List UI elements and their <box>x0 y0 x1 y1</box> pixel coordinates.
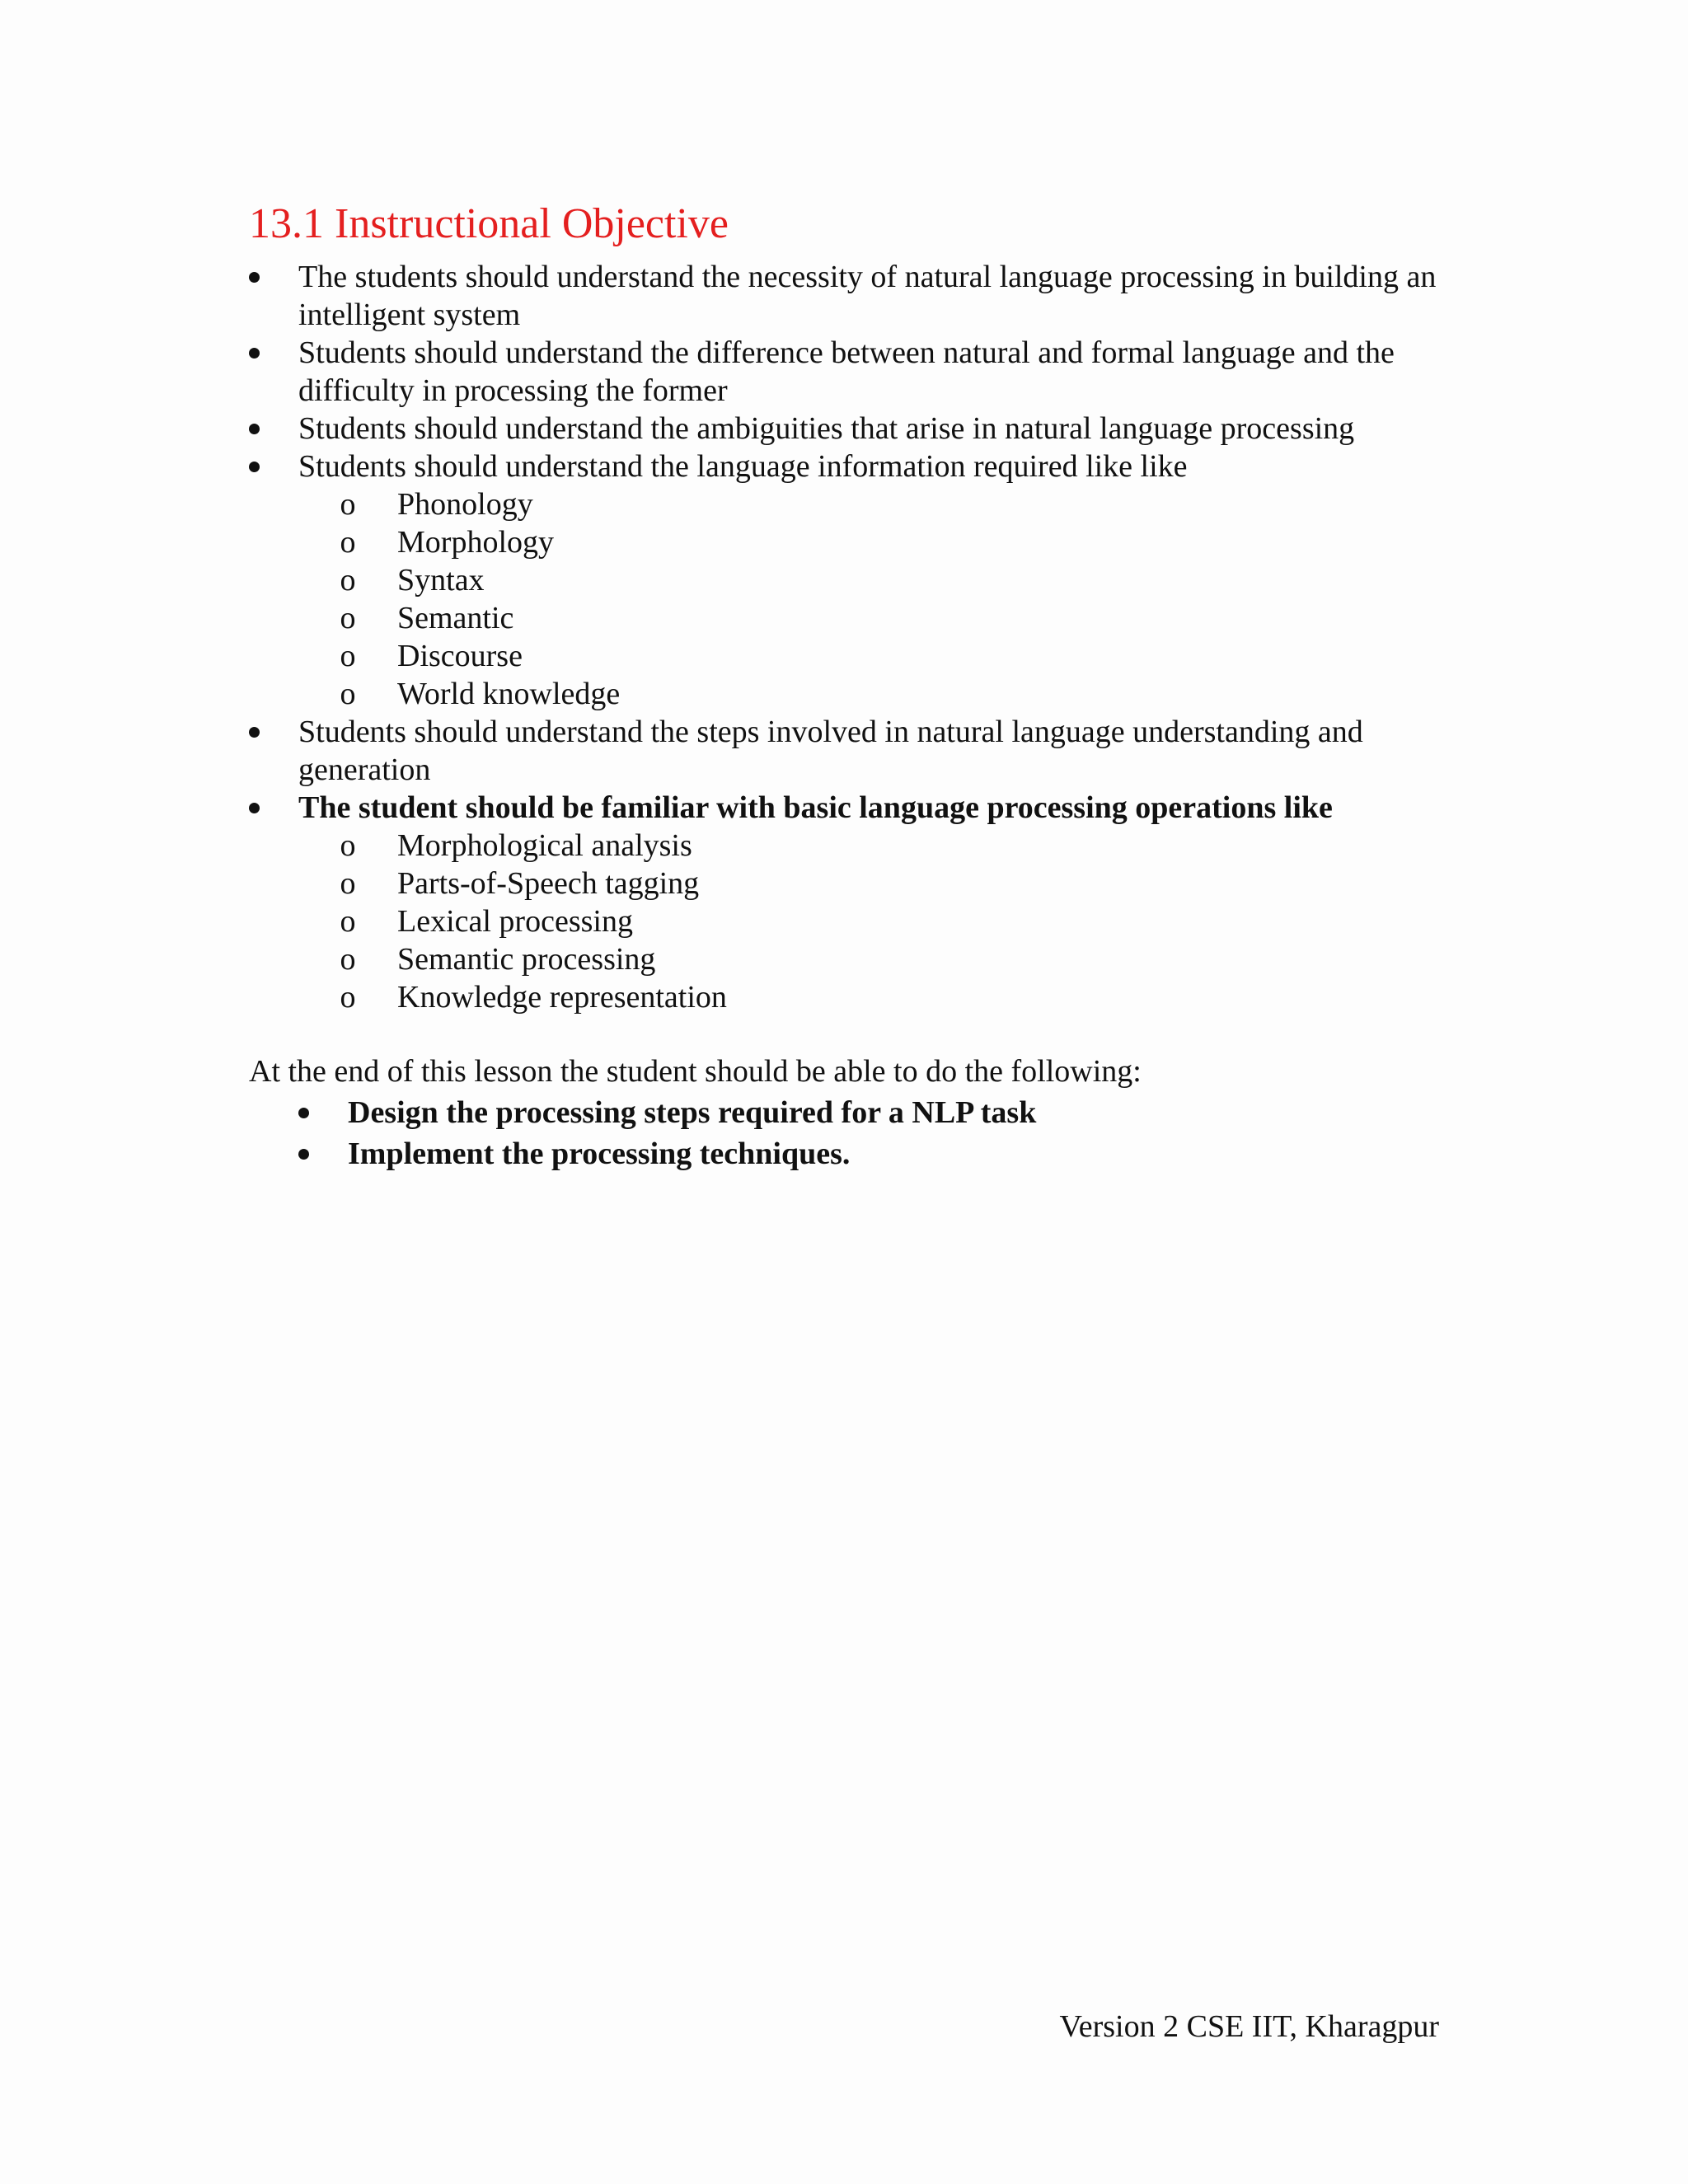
sublist-item-text: Phonology <box>397 487 533 522</box>
sublist-item <box>298 561 1444 599</box>
objective-text: The student should be familiar with basic language processing operations like <box>298 790 1333 825</box>
objective-text: The students should understand the necessity of natural language processing in building an intelligent system <box>298 260 1437 332</box>
sublist-item-text: Knowledge representation <box>397 980 727 1015</box>
bullet-icon <box>249 272 260 283</box>
outcome-text: Design the processing steps required for a NLP task <box>348 1095 1037 1130</box>
sublist-item <box>298 978 1444 1016</box>
list-item <box>298 1094 1444 1132</box>
circle-bullet-icon: o <box>340 828 356 863</box>
circle-bullet-icon: o <box>340 563 356 598</box>
sublist-item <box>298 637 1444 675</box>
bullet-icon <box>249 803 260 813</box>
list-item <box>249 448 1444 713</box>
list-item <box>249 258 1444 334</box>
sublist-item <box>298 599 1444 637</box>
circle-bullet-icon: o <box>340 866 356 901</box>
sublist-item-text: Parts-of-Speech tagging <box>397 866 700 901</box>
sublist-item <box>298 940 1444 978</box>
outro-paragraph: At the end of this lesson the student should be able to do the following: <box>249 1054 1142 1089</box>
objectives-list <box>249 258 1444 1016</box>
list-item <box>249 334 1444 410</box>
bullet-icon <box>249 727 260 738</box>
bullet-icon <box>249 424 260 434</box>
circle-bullet-icon: o <box>340 487 356 522</box>
outcome-text: Implement the processing techniques. <box>348 1137 851 1171</box>
sublist-item-text: Morphology <box>397 525 554 560</box>
sublist-item <box>298 865 1444 902</box>
circle-bullet-icon: o <box>340 677 356 711</box>
list-item <box>249 713 1444 789</box>
sublist-item <box>298 675 1444 713</box>
outcomes-list <box>298 1094 1444 1173</box>
objective-text: Students should understand the steps involved in natural language understanding and generation <box>298 715 1363 787</box>
document-body <box>249 258 1444 1176</box>
sublist-item <box>298 523 1444 561</box>
list-item <box>298 1135 1444 1173</box>
page-footer: Version 2 CSE IIT, Kharagpur <box>1059 2009 1439 2044</box>
bullet-icon <box>249 462 260 472</box>
list-item <box>249 789 1444 1016</box>
sublist-item-text: Semantic <box>397 601 514 635</box>
list-item <box>249 410 1444 448</box>
circle-bullet-icon: o <box>340 904 356 939</box>
objective-text: Students should understand the language information required like like <box>298 449 1188 484</box>
sublist-item-text: Morphological analysis <box>397 828 692 863</box>
objective-text: Students should understand the ambiguities that arise in natural language processing <box>298 411 1355 446</box>
page-title: 13.1 Instructional Objective <box>249 200 729 247</box>
circle-bullet-icon: o <box>340 601 356 635</box>
bullet-icon <box>249 348 260 359</box>
circle-bullet-icon: o <box>340 639 356 673</box>
language-info-sublist <box>298 485 1444 713</box>
sublist-item-text: Discourse <box>397 639 523 673</box>
circle-bullet-icon: o <box>340 942 356 977</box>
sublist-item-text: Semantic processing <box>397 942 656 977</box>
sublist-item <box>298 485 1444 523</box>
sublist-item-text: Syntax <box>397 563 485 598</box>
operations-sublist <box>298 827 1444 1016</box>
sublist-item-text: Lexical processing <box>397 904 633 939</box>
sublist-item <box>298 827 1444 865</box>
circle-bullet-icon: o <box>340 980 356 1015</box>
circle-bullet-icon: o <box>340 525 356 560</box>
bullet-icon <box>298 1149 309 1160</box>
sublist-item-text: World knowledge <box>397 677 621 711</box>
objective-text: Students should understand the difference between natural and formal language and the difficulty in processing the former <box>298 335 1395 408</box>
sublist-item <box>298 902 1444 940</box>
bullet-icon <box>298 1108 309 1118</box>
